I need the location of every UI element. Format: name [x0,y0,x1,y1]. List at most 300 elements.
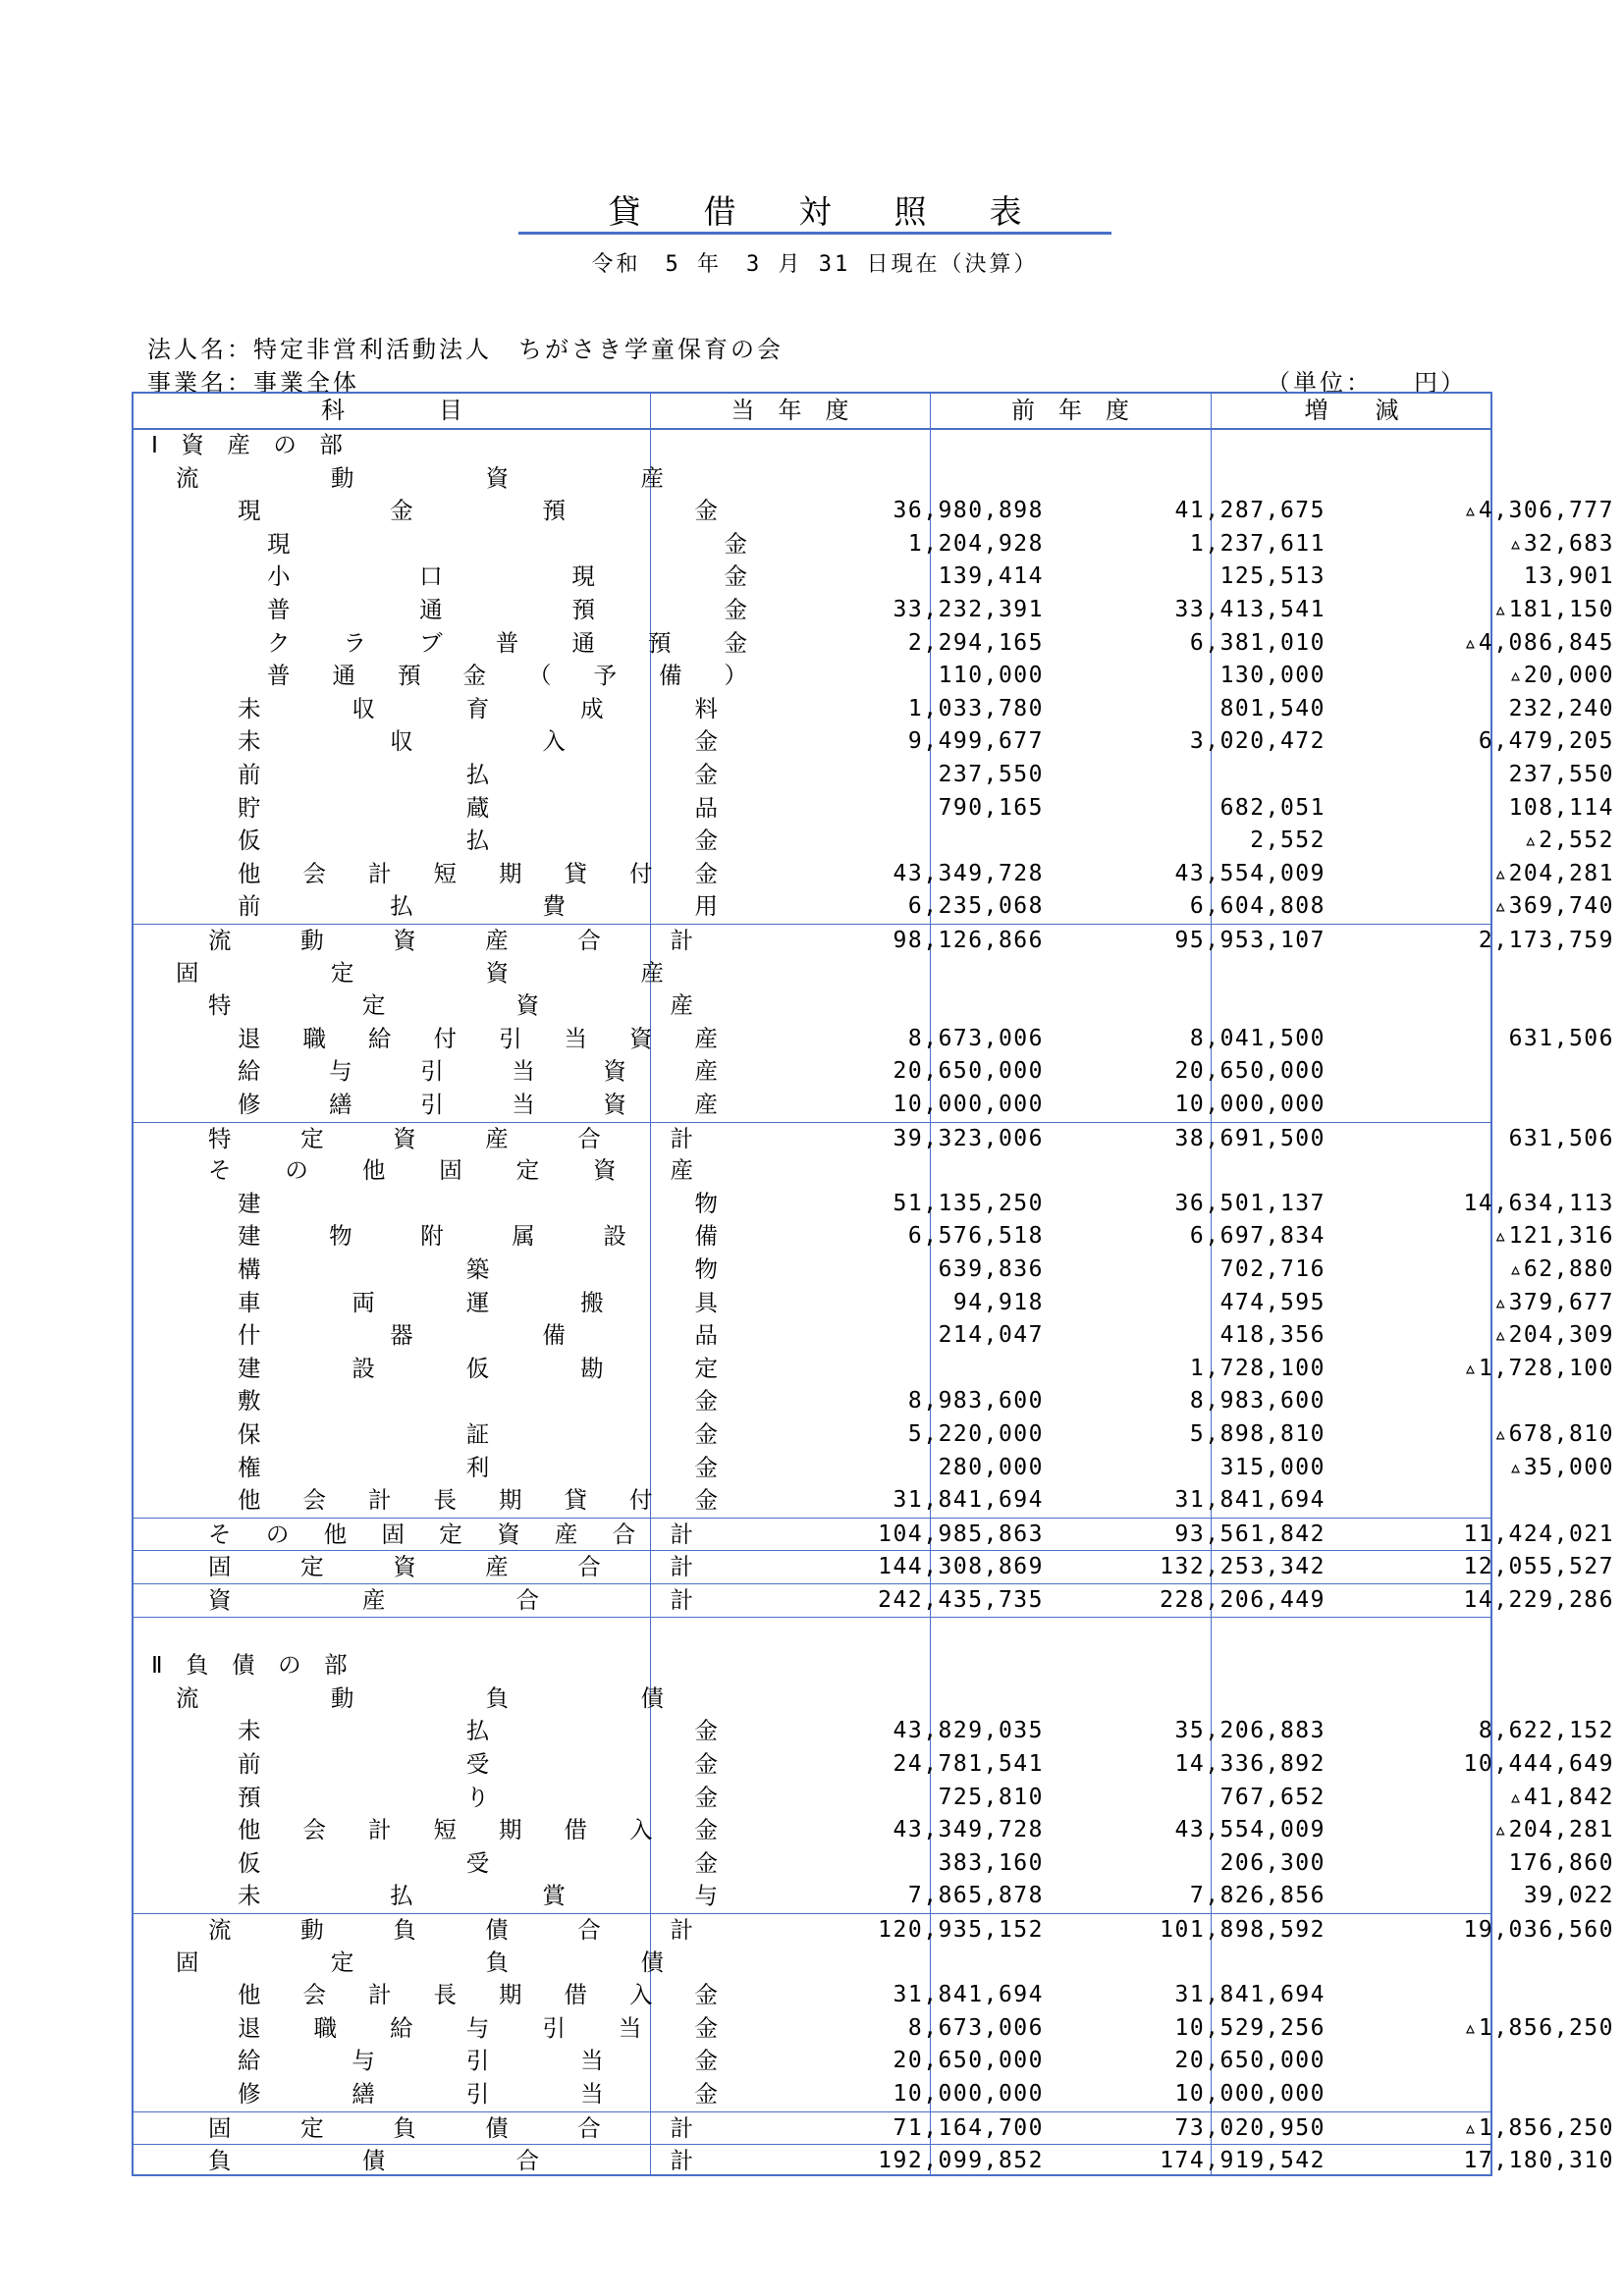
change-value: 14,634,113 [1463,1190,1614,1216]
label-char: 金 [694,1816,718,1844]
table-row [134,561,1614,594]
label-char: 入 [542,727,566,756]
current-year-value: 639,836 [938,1256,1044,1282]
previous-year-value: 35,206,883 [1174,1718,1326,1744]
label-char: 引 [465,2080,490,2108]
current-year-value: 6,576,518 [907,1223,1044,1250]
table-row [134,2045,1490,2078]
current-year-value: 383,160 [938,1849,1044,1876]
table-row [134,1947,1490,1980]
table-row [134,429,1490,462]
label-char: 借 [564,1981,587,2009]
label-char: 建 [238,1222,261,1251]
account-label [208,2112,693,2146]
label-char: 仮 [238,827,261,855]
current-year-value: 31,841,694 [893,1982,1044,2008]
label-char: 什 [238,1321,261,1350]
change-value [1207,2078,1614,2111]
label-char: 収 [352,694,375,722]
change-value: ▵62,880 [1508,1256,1614,1282]
current-year-value: 6,235,068 [907,893,1044,920]
label-char: 貯 [238,793,261,822]
previous-year-value: 6,697,834 [1189,1223,1326,1250]
label-char: 計 [670,1586,693,1614]
label-char: 当 [512,1057,535,1086]
label-char: 付 [629,859,653,887]
change-value: 2,173,759 [1478,928,1614,953]
label-char: 定 [300,1553,324,1581]
change-value: 176,860 [1508,1849,1614,1876]
label-char: 成 [580,694,604,722]
table-row [134,660,1614,693]
change-value: 39,022 [1523,1883,1614,1909]
previous-year-value: 5,898,810 [1189,1421,1326,1447]
previous-year-value: 10,000,000 [1174,2081,1326,2107]
label-char: 普 [495,628,519,657]
label-char: 資 [515,991,540,1020]
current-year-value: 31,841,694 [893,1487,1044,1514]
label-char: 権 [238,1453,261,1481]
previous-year-value: 20,650,000 [1174,2048,1326,2074]
label-char: 物 [694,1255,718,1283]
table-row [134,1979,1490,2012]
label-char: 債 [640,1948,664,1976]
label-char: 固 [381,1520,405,1548]
table-row [134,1880,1614,1913]
label-char: 預 [571,596,595,623]
label-char: 金 [724,562,747,591]
table-row [134,1023,1614,1056]
label-char: 未 [238,1717,261,1745]
account-label: Ⅰ 資 産 の 部 [151,431,343,458]
current-year-value: 1,204,928 [907,530,1044,557]
balance-sheet-table [132,392,1614,2176]
table-total-row [134,1617,1490,1651]
label-char: 引 [499,1024,522,1052]
change-value: ▵20,000 [1508,663,1614,689]
label-char: 負 [485,1948,510,1976]
label-char: 未 [238,727,261,756]
current-year-value: 20,650,000 [893,1058,1044,1085]
label-char: 合 [515,1586,540,1614]
label-char: 貸 [564,859,587,887]
label-char: 物 [694,1189,718,1217]
label-char: 未 [238,1882,261,1910]
previous-year-value: 2,552 [1250,828,1326,854]
change-value [1207,462,1614,496]
change-value: ▵181,150 [1493,597,1614,622]
label-char: 繕 [352,2080,375,2108]
label-char: 流 [176,1683,199,1712]
label-char: 予 [593,662,617,690]
label-char: 備 [542,1321,566,1350]
previous-year-value: 8,041,500 [1189,1025,1326,1051]
previous-year-value: 33,413,541 [1174,597,1326,622]
label-char: 他 [323,1520,348,1548]
current-year-value: 104,985,863 [878,1521,1044,1547]
label-char: 特 [208,1124,232,1152]
label-char: 貸 [564,1486,587,1515]
label-char: 定 [515,1156,540,1185]
label-char: 払 [465,761,490,788]
change-value: 19,036,560 [1463,1917,1614,1943]
previous-year-value: 101,898,592 [1160,1917,1326,1943]
change-value [1207,957,1614,990]
table-total-row [134,2111,1614,2146]
current-year-value: 192,099,852 [878,2148,1044,2174]
previous-year-value: 36,501,137 [1174,1190,1326,1216]
label-char: 定 [694,1354,718,1382]
current-year-value: 8,673,006 [907,2014,1044,2041]
label-char: 定 [439,1520,462,1548]
label-char: 金 [694,1750,718,1778]
label-char: 動 [330,1683,354,1712]
current-year-value: 110,000 [938,663,1044,689]
label-char: ク [267,628,291,657]
previous-year-value: 38,691,500 [1174,1125,1326,1151]
table-total-row [134,1122,1614,1156]
label-char: 借 [564,1816,587,1844]
label-char: 当 [618,2013,642,2042]
previous-year-value: 7,826,856 [1189,1883,1326,1909]
label-char: 資 [593,1156,617,1185]
label-char: 付 [433,1024,457,1052]
previous-year-value: 20,650,000 [1174,1058,1326,1085]
label-char: 当 [580,2080,604,2108]
current-year-value: 33,232,391 [893,597,1044,622]
label-char: 期 [499,1486,522,1515]
label-char: 入 [629,1816,653,1844]
label-char: 器 [390,1321,413,1350]
current-year-value: 1,033,780 [907,695,1044,721]
label-char: 資 [485,958,510,987]
current-year-value: 43,349,728 [893,860,1044,886]
current-year-value: 280,000 [938,1454,1044,1480]
label-char: 金 [694,1717,718,1745]
current-year-value: 139,414 [938,563,1044,590]
label-char: 利 [465,1453,490,1481]
change-value: 14,229,286 [1463,1587,1614,1613]
label-char: 産 [485,1124,509,1152]
label-char: 金 [694,2047,718,2075]
label-char: 他 [238,1486,261,1515]
current-year-value: 214,047 [938,1322,1044,1349]
current-year-value: 71,164,700 [893,2114,1044,2141]
table-row [134,1089,1490,1122]
label-char: ラ [343,628,367,657]
table-row [134,2012,1614,2046]
account-label [208,989,693,1023]
table-row [134,725,1614,759]
account-label [176,1682,664,1716]
label-char: 特 [208,991,232,1020]
label-char: 債 [485,1916,509,1944]
label-char: 金 [694,1486,718,1515]
table-row [134,1814,1614,1847]
label-char: 料 [694,694,718,722]
label-char: 計 [368,1816,392,1844]
current-year-value: 9,499,677 [907,728,1044,755]
label-char: 産 [694,1057,718,1086]
table-row [134,1484,1490,1518]
label-char: 計 [670,1553,693,1581]
table-row [134,1319,1614,1353]
label-char: 建 [238,1354,261,1382]
label-char: 流 [208,1916,232,1944]
column-header-item: 科 目 [321,397,462,424]
label-char: 負 [485,1683,510,1712]
change-value [1207,1055,1614,1089]
label-char: 退 [238,1024,261,1052]
label-char: 産 [640,958,664,987]
label-char: 長 [433,1486,457,1515]
label-char: 引 [465,2047,490,2075]
column-header-current: 当 年 度 [731,397,849,424]
table-row [134,1353,1614,1386]
previous-year-value: 132,253,342 [1160,1554,1326,1580]
previous-year-value: 31,841,694 [1174,1487,1326,1514]
label-char: 定 [300,1124,324,1152]
label-char: 計 [368,859,392,887]
table-row [134,693,1614,726]
label-char: 払 [465,827,490,855]
change-value: 631,506 [1508,1125,1614,1151]
label-char: 敷 [238,1387,261,1415]
change-value: ▵2,552 [1523,828,1614,854]
label-char: り [465,1783,490,1811]
table-row [134,825,1614,858]
label-char: 計 [368,1486,392,1515]
label-char: 受 [465,1750,490,1778]
label-char: 会 [302,1981,326,2009]
label-char: 資 [393,1124,416,1152]
change-value: 631,506 [1508,1025,1614,1051]
label-char: の [265,1520,290,1548]
label-char: 当 [580,2047,604,2075]
change-value: ▵32,683 [1508,530,1614,557]
label-char: 負 [393,1916,416,1944]
label-char: 資 [485,463,510,492]
label-char: 金 [694,827,718,855]
column-header-previous: 前 年 度 [1011,397,1129,424]
previous-year-value: 315,000 [1219,1454,1326,1480]
account-label [176,957,664,990]
change-value [1207,1089,1614,1122]
label-char: 資 [393,1553,416,1581]
current-year-value: 7,865,878 [907,1883,1044,1909]
label-char: 勘 [580,1354,604,1382]
report-date: 令和 5 年 3 月 31 日現在（決算） [591,252,1039,277]
change-value: 8,622,152 [1478,1718,1614,1744]
label-char: 定 [300,2113,324,2142]
change-value: ▵1,856,250 [1463,2014,1614,2041]
label-char: 築 [465,1255,490,1283]
current-year-value: 43,349,728 [893,1817,1044,1843]
label-char: （ [528,662,552,690]
change-value [1207,1649,1614,1682]
label-char: 産 [694,1024,718,1052]
label-char: 前 [238,892,261,921]
label-char: 当 [564,1024,587,1052]
current-year-value: 24,781,541 [893,1751,1044,1777]
label-char: 金 [694,1981,718,2009]
previous-year-value: 6,604,808 [1189,893,1326,920]
label-char: 債 [485,2113,509,2142]
label-char: 固 [439,1156,462,1185]
current-year-value: 10,000,000 [893,2081,1044,2107]
current-year-value: 36,980,898 [893,498,1044,524]
table-row [134,792,1614,826]
change-value [1207,1484,1614,1518]
label-char: 資 [603,1057,626,1086]
previous-year-value: 95,953,107 [1174,928,1326,953]
label-char: 会 [302,1486,326,1515]
account-label [208,2145,693,2178]
table-total-row [134,1583,1614,1618]
previous-year-value: 418,356 [1219,1322,1326,1349]
current-year-value: 144,308,869 [878,1554,1044,1580]
table-row [134,1452,1614,1485]
label-char: 負 [208,2147,232,2175]
label-char: 繕 [329,1091,352,1118]
table-row [134,1385,1490,1418]
label-char: 期 [499,1981,522,2009]
change-value: ▵204,281 [1493,1817,1614,1843]
current-year-value: 790,165 [938,794,1044,821]
label-char: 普 [267,596,291,623]
label-char: 仮 [238,1848,261,1877]
business-name: 事業名：事業全体 [147,369,359,397]
corporation-name: 法人名：特定非営利活動法人 ちがさき学童保育の会 [147,336,784,363]
label-char: 合 [577,927,601,954]
label-char: 与 [694,1882,718,1910]
label-char: 負 [393,2113,416,2142]
label-char: 計 [670,1520,693,1548]
previous-year-value: 8,983,600 [1189,1388,1326,1415]
change-value [1207,989,1614,1023]
account-label [208,1551,693,1584]
table-row [134,759,1614,792]
table-total-row [134,1518,1614,1552]
table-row [134,1154,1490,1188]
label-char: 両 [352,1288,375,1316]
label-char: 金 [694,2013,718,2042]
label-char: 費 [542,892,566,921]
change-value: 6,479,205 [1478,728,1614,755]
table-row [134,1287,1614,1320]
label-char: 運 [465,1288,490,1316]
label-char: 用 [694,892,718,921]
account-label: Ⅱ 負 債 の 部 [151,1651,348,1680]
label-char: 流 [176,463,199,492]
account-label [208,1123,693,1156]
change-value: 11,424,021 [1463,1521,1614,1547]
label-char: 産 [485,1553,509,1581]
current-year-value: 120,935,152 [878,1917,1044,1943]
label-char: 育 [465,694,490,722]
label-char: 預 [647,628,672,657]
label-char: 金 [694,1387,718,1415]
label-char: 期 [499,859,522,887]
account-label [176,462,664,496]
label-char: そ [208,1156,232,1185]
label-char: 具 [694,1288,718,1316]
previous-year-value: 130,000 [1219,663,1326,689]
label-char: 職 [302,1024,326,1052]
change-value: ▵1,856,250 [1463,2114,1614,2141]
previous-year-value: 174,919,542 [1160,2148,1326,2174]
label-char: 現 [267,529,291,558]
label-char: 与 [329,1057,352,1086]
change-value [1207,1385,1614,1418]
change-value: ▵678,810 [1493,1421,1614,1447]
previous-year-value: 1,728,100 [1189,1355,1326,1381]
previous-year-value: 228,206,449 [1160,1587,1326,1613]
table-row [134,989,1490,1023]
previous-year-value: 93,561,842 [1174,1521,1326,1547]
change-value [1207,1979,1614,2012]
label-char: 金 [694,859,718,887]
label-char: 与 [352,2047,375,2075]
label-char: 期 [499,1816,522,1844]
label-char: 預 [398,662,421,690]
label-char: 品 [694,1321,718,1350]
change-value: 232,240 [1508,695,1614,721]
change-value [1207,1682,1614,1716]
label-char: 金 [724,596,747,623]
label-char: 未 [238,694,261,722]
label-char: ） [724,662,747,690]
previous-year-value: 801,540 [1219,695,1326,721]
label-char: 合 [612,1520,636,1548]
table-row [134,495,1614,528]
current-year-value: 725,810 [938,1784,1044,1810]
label-char: 合 [577,1553,601,1581]
table-total-row [134,924,1614,958]
label-char: 産 [694,1091,718,1118]
account-label [208,925,693,958]
account-label [176,1947,664,1980]
label-char: 金 [694,727,718,756]
label-char: 小 [267,562,291,591]
label-char: 合 [577,1916,601,1944]
change-value: ▵379,677 [1493,1289,1614,1315]
account-label [208,1154,693,1188]
label-char: 給 [368,1024,392,1052]
previous-year-value: 31,841,694 [1174,1982,1326,2008]
current-year-value: 98,126,866 [893,928,1044,953]
label-char: 動 [300,1916,324,1944]
table-total-row [134,1913,1614,1948]
account-label [208,1914,693,1948]
label-char: 他 [238,1981,261,2009]
previous-year-value: 43,554,009 [1174,860,1326,886]
label-char: 動 [300,927,324,954]
current-year-value: 8,983,600 [907,1388,1044,1415]
label-char: 預 [542,497,566,525]
label-char: 前 [238,761,261,788]
label-char: 他 [238,859,261,887]
label-char: 蔵 [465,793,490,822]
label-char: 計 [670,927,693,954]
label-char: 産 [554,1520,578,1548]
label-char: 払 [465,1717,490,1745]
current-year-value: 237,550 [938,762,1044,787]
change-value: ▵204,281 [1493,860,1614,886]
previous-year-value: 206,300 [1219,1849,1326,1876]
label-char: 給 [238,1057,261,1086]
label-char: 附 [420,1222,444,1251]
